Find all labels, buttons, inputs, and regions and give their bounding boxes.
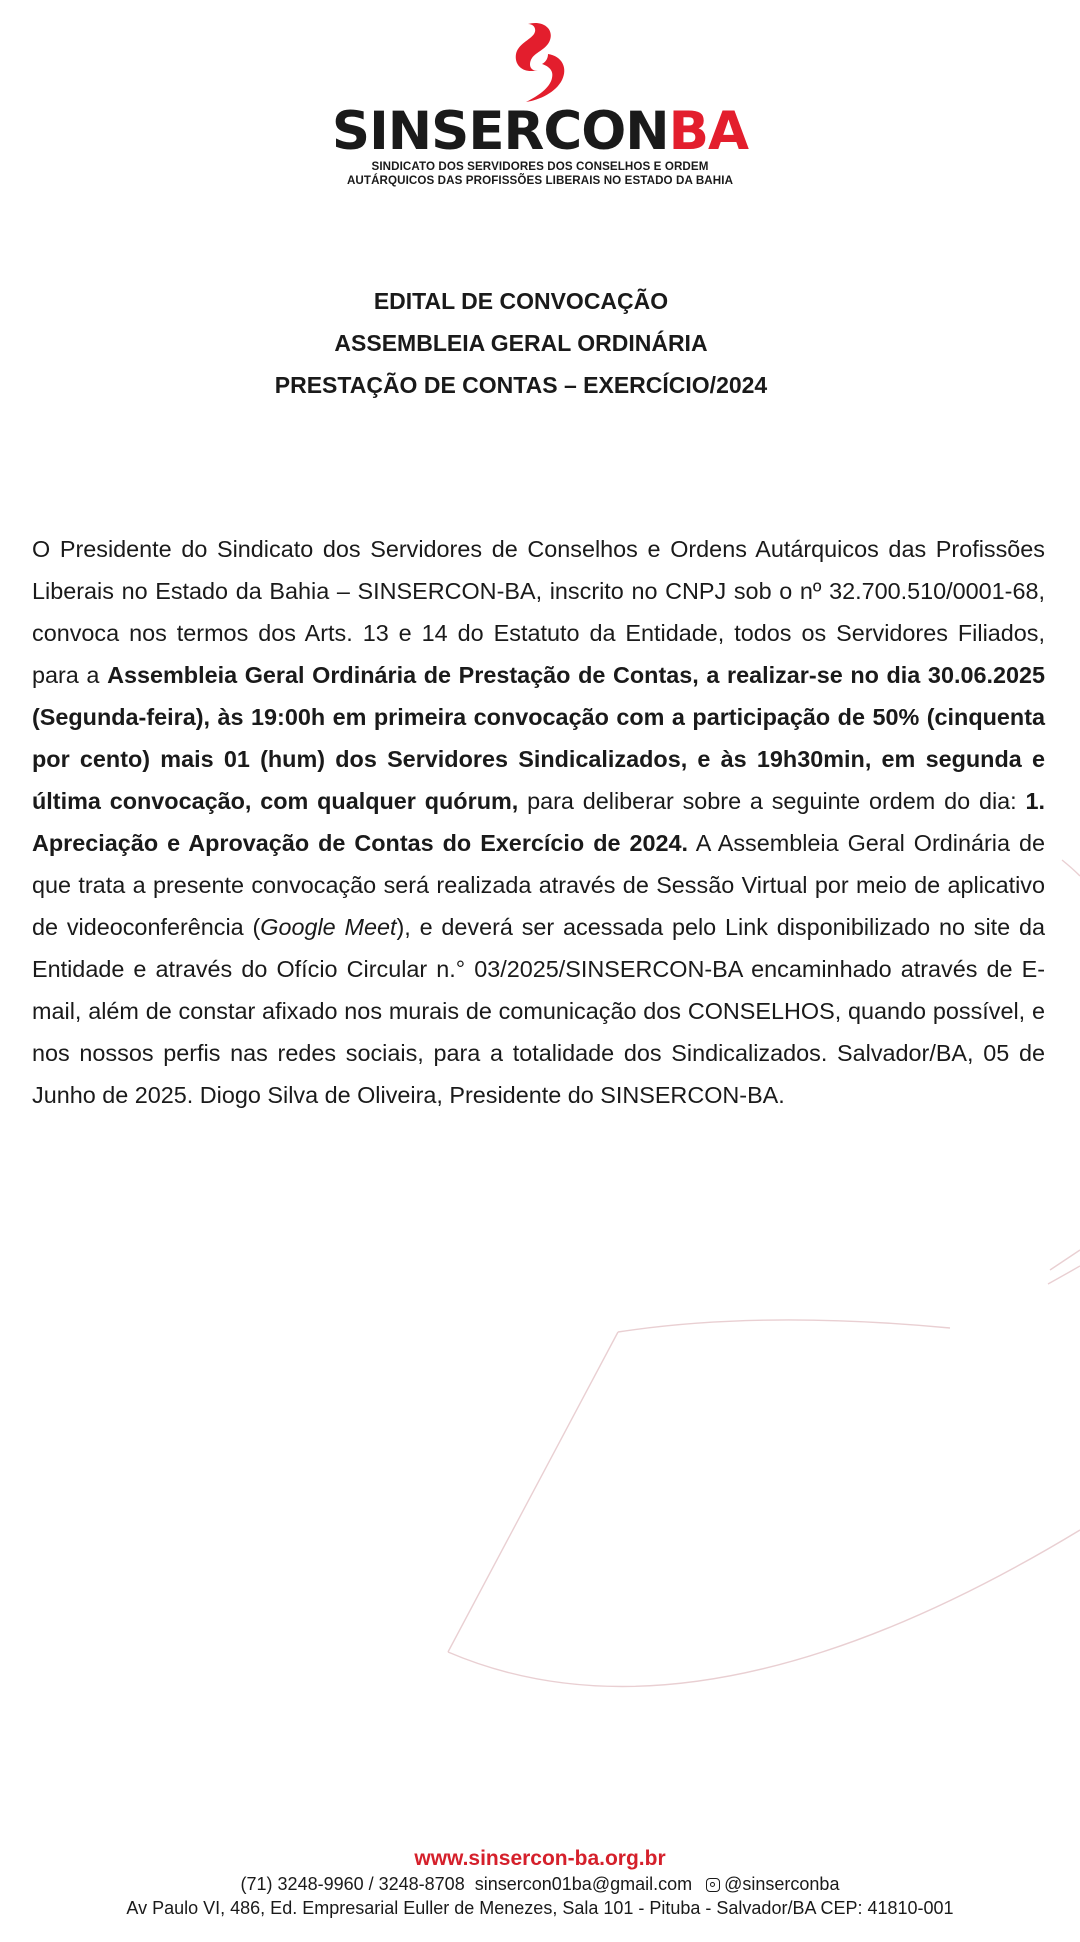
- logo-subtitle-line2: AUTÁRQUICOS DAS PROFISSÕES LIBERAIS NO ESTADO DA BAHIA: [346, 174, 734, 187]
- footer-phones: (71) 3248-9960 / 3248-8708: [240, 1874, 465, 1894]
- logo-wordmark-prefix: SINSERCON: [331, 101, 669, 162]
- title-line-2: ASSEMBLEIA GERAL ORDINÁRIA: [334, 330, 708, 356]
- sinsercon-logo-icon: [510, 22, 570, 104]
- footer-instagram[interactable]: @sinserconba: [724, 1874, 840, 1894]
- title-line-1: EDITAL DE CONVOCAÇÃO: [373, 288, 669, 314]
- footer: [0, 1846, 1080, 1920]
- body-text-agenda-item: 1. Apreciação e Aprovação de Contas do Exercício de 2024.: [32, 788, 1045, 856]
- body-text-assembly-details: Assembleia Geral Ordinária de Prestação de Contas, a realizar-se no dia 30.06.2025 (Segunda-feira), às 19:00h em primeira convocação com a participação de 50% (cinquenta por cento) mais 01 (hum) dos Servidores Sindicalizados, e às 19h30min, em segunda e última convocação, com qualquer quórum,: [32, 662, 1045, 814]
- body-text-intro: O Presidente do Sindicato dos Servidores de Conselhos e Ordens Autárquicos das Profissões Liberais no Estado da Bahia – SINSERCON-BA, inscrito no CNPJ sob o nº 32.700.510/0001-68, convoca nos termos dos Arts. 13 e 14 do Estatuto da Entidade, todos os Servidores Filiados, para a: [32, 536, 1045, 688]
- body-text-agenda-intro: para deliberar sobre a seguinte ordem do dia:: [518, 788, 1026, 814]
- footer-address: Av Paulo VI, 486, Ed. Empresarial Euller de Menezes, Sala 101 - Pituba - Salvador/BA CEP: 41810-001: [126, 1898, 954, 1918]
- instagram-icon: [706, 1878, 720, 1892]
- logo-subtitle-line1: SINDICATO DOS SERVIDORES DOS CONSELHOS E ORDEM: [371, 160, 709, 173]
- header-logo: [0, 22, 1080, 188]
- logo-wordmark-suffix: BA: [668, 101, 749, 162]
- body-text-closing: ), e deverá ser acessada pelo Link disponibilizado no site da Entidade e através do Ofício Circular n.° 03/2025/SINSERCON-BA encaminhado através de E-mail, além de constar afixado nos murais de comunicação dos CONSELHOS, quando possível, e nos nossos perfis nas redes sociais, para a totalidade dos Sindicalizados. Salvador/BA, 05 de Junho de 2025. Diogo Silva de Oliveira, Presidente do SINSERCON-BA.: [32, 914, 1045, 1108]
- footer-email[interactable]: sinsercon01ba@gmail.com: [474, 1874, 693, 1894]
- body-text-app-name: Google Meet: [260, 914, 397, 940]
- logo-wordmark: [0, 101, 1080, 162]
- footer-website-link[interactable]: www.sinsercon-ba.org.br: [414, 1847, 666, 1870]
- document-title: [0, 280, 1042, 406]
- convocation-text: [32, 528, 1045, 1116]
- footer-contact-line: [0, 1872, 1080, 1896]
- title-line-3: PRESTAÇÃO DE CONTAS – EXERCÍCIO/2024: [274, 372, 768, 398]
- body-text-meeting-info: A Assembleia Geral Ordinária de que trata a presente convocação será realizada através de Sessão Virtual por meio de aplicativo de videoconferência (: [32, 830, 1046, 940]
